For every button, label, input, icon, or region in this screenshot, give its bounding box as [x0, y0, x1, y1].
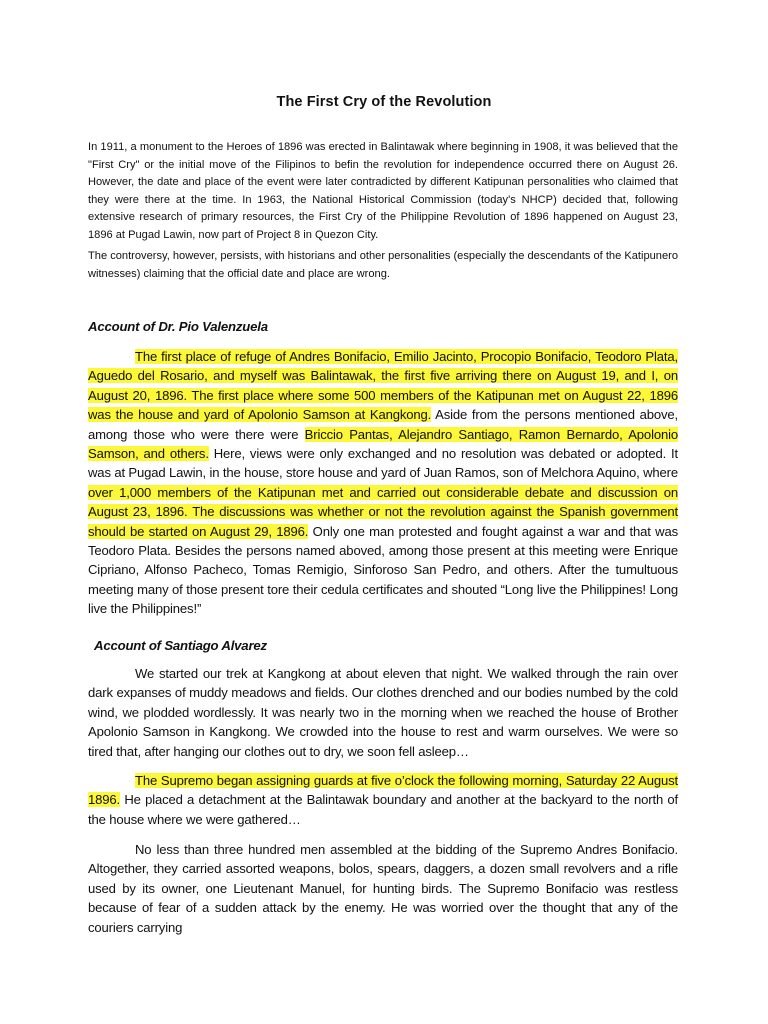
paragraph-text: We started our trek at Kangkong at about eleven that night. We walked through the rain over dark expanses of muddy meadows and fields. Our clothes drenched and our bodies numbed by the cold wind, we plodded wordlessly. It was nearly two in the morning when we reached the house of Brother Apolonio Samson in Kangkong. We crowded into the house to rest and warm ourselves. We were so tired that, after hanging our clothes out to dry, we soon fell asleep…	[88, 666, 678, 759]
intro-paragraph-1: In 1911, a monument to the Heroes of 1896 was erected in Balintawak where beginning in 1908, it was believed that the "First Cry" or the initial move of the Filipinos to befin the revolution for independence occurred there on August 26. However, the date and place of the event were later contradicted by different Katipunan personalities who claimed that they were there at the time. In 1963, the National Historical Commission (today's NHCP) decided that, following extensive research of primary resources, the First Cry of the Philippine Revolution of 1896 happened on August 23, 1896 at Pugad Lawin, now part of Project 8 in Quezon City.	[88, 141, 678, 241]
highlighted-text: The first place of refuge of Andres Bonifacio, Emilio Jacinto, Procopio Bonifacio, Teodoro Plata, Aguedo del Rosario, and myself was Balintawak, the first five arriving there on August 19, and I, on August 20, 1896. The first place where some 500 members of the Katipunan met on August 22, 1896 was the house and yard of Apolonio Samson at Kangkong.	[88, 349, 678, 423]
paragraph-text: No less than three hundred men assembled at the bidding of the Supremo Andres Bonifacio. Altogether, they carried assorted weapons, bolos, spears, daggers, a dozen small revolvers and a rifle used by its owner, one Lieutenant Manuel, for hunting birds. The Supremo Bonifacio was restless because of fear of a sudden attack by the enemy. He was worried over the thought that any of the couriers carrying	[88, 842, 678, 935]
valenzuela-heading: Account of Dr. Pio Valenzuela	[88, 319, 268, 334]
intro-paragraph-2: The controversy, however, persists, with historians and other personalities (especially the descendants of the Katipunero witnesses) claiming that the official date and place are wrong.	[88, 250, 678, 280]
alvarez-paragraph-2	[88, 771, 678, 829]
paragraph-text: Only one man protested and fought against a war and that was Teodoro Plata. Besides the persons named aboved, among those present at this meeting were Enrique Cipriano, Alfonso Pacheco, Tomas Remigio, Sinforoso San Pedro, and others. After the tumultuous meeting many of those present tore their cedula certificates and shouted “Long live the Philippines! Long live the Philippines!”	[88, 523, 678, 617]
alvarez-heading: Account of Santiago Alvarez	[94, 638, 267, 653]
alvarez-paragraph-1	[88, 664, 678, 761]
highlighted-text: Briccio Pantas, Alejandro Santiago, Ramon Bernardo, Apolonio Samson, and others.	[88, 426, 678, 462]
highlighted-text: The Supremo began assigning guards at five o’clock the following morning, Saturday 22 August 1896.	[88, 773, 678, 808]
paragraph-text: Here, views were only exchanged and no resolution was debated or adopted. It was at Pugad Lawin, in the house, store house and yard of Juan Ramos, son of Melchora Aquino, where	[88, 446, 679, 481]
paragraph-text: He placed a detachment at the Balintawak boundary and another at the backyard to the north of the house where we were gathered…	[88, 792, 678, 827]
valenzuela-paragraph	[88, 347, 678, 619]
document-title: The First Cry of the Revolution	[276, 94, 492, 110]
paragraph-text: Aside from the persons mentioned above, among those who were there were	[88, 407, 678, 442]
alvarez-paragraph-3	[88, 840, 678, 937]
highlighted-text: over 1,000 members of the Katipunan met and carried out considerable debate and discussion on August 23, 1896. The discussions was whether or not the revolution against the Spanish government should be started on August 29, 1896.	[88, 484, 678, 539]
